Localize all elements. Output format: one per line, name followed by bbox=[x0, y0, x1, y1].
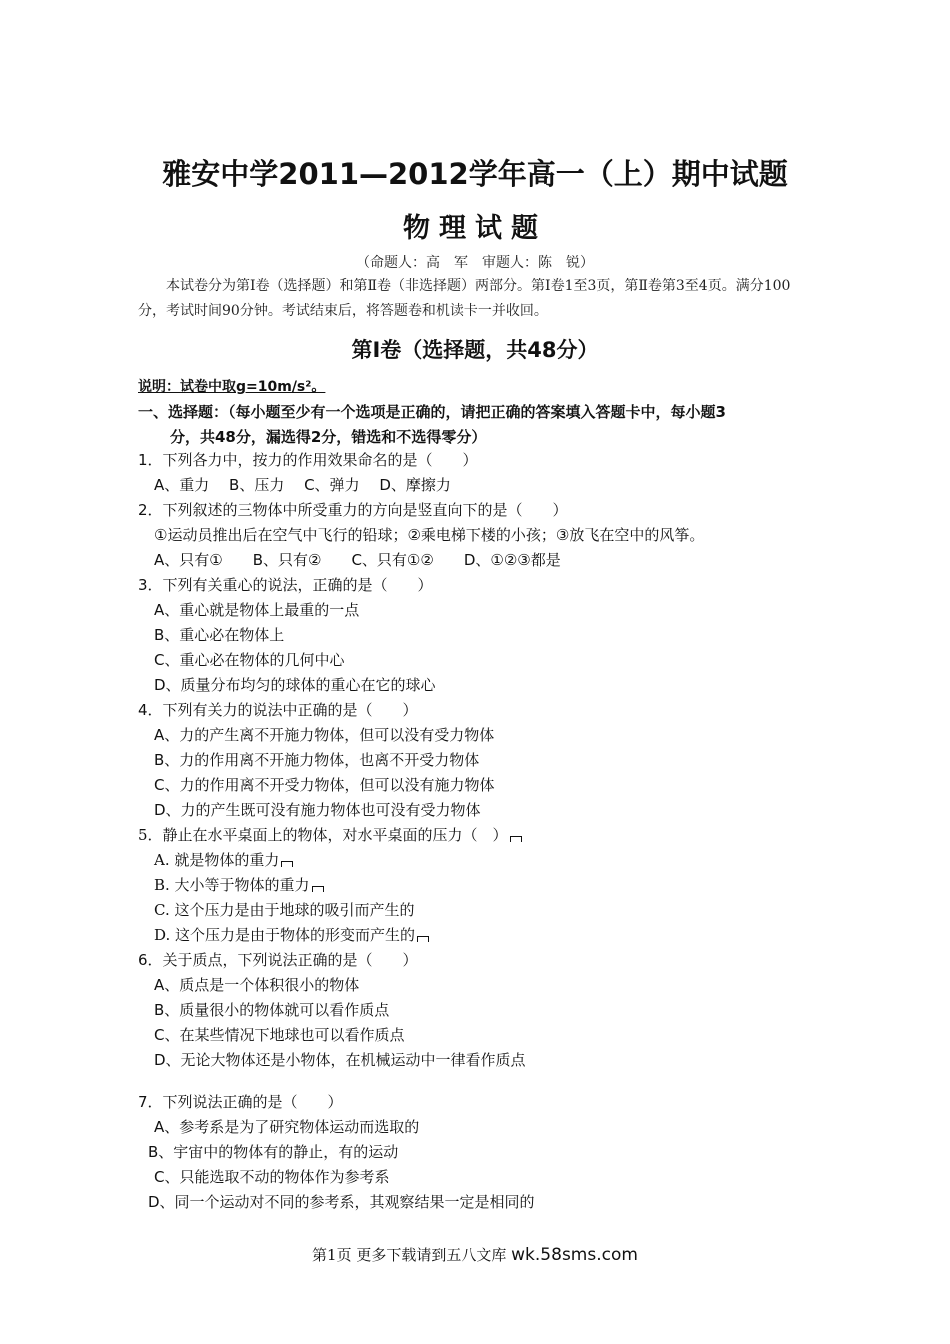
question-6-option-d: D、无论大物体还是小物体，在机械运动中一律看作质点 bbox=[154, 1051, 526, 1069]
question-7-option-b: B、宇宙中的物体有的静止，有的运动 bbox=[148, 1143, 399, 1161]
question-4-option-c: C、力的作用离不开受力物体，但可以没有施力物体 bbox=[154, 776, 495, 794]
question-3-option-d: D、质量分布均匀的球体的重心在它的球心 bbox=[154, 676, 436, 694]
question-7-option-a: A、参考系是为了研究物体运动而选取的 bbox=[154, 1118, 420, 1136]
question-3-option-b: B、重心必在物体上 bbox=[154, 626, 285, 644]
question-5-option-b: B. 大小等于物体的重力 bbox=[154, 876, 310, 894]
question-7-option-d: D、同一个运动对不同的参考系，其观察结果一定是相同的 bbox=[148, 1193, 535, 1211]
question-2-options: A、只有① B、只有② C、只有①② D、①②③都是 bbox=[154, 551, 561, 569]
questions-list bbox=[138, 448, 838, 1215]
question-5-option-c: C. 这个压力是由于地球的吸引而产生的 bbox=[154, 901, 415, 919]
footer-text: 第1页 更多下载请到五八文库 bbox=[312, 1246, 507, 1264]
question-5-row-a bbox=[138, 848, 838, 873]
edit-mark-icon bbox=[510, 836, 522, 842]
question-5-row bbox=[138, 823, 838, 848]
section-heading-line1: 一、选择题：（每小题至少有一个选项是正确的，请把正确的答案填入答题卡中，每小题3 bbox=[138, 403, 726, 421]
edit-mark-icon bbox=[281, 861, 293, 867]
question-4-stem: 4．下列有关力的说法中正确的是（ ） bbox=[138, 701, 418, 719]
exam-subtitle: 物理试题 bbox=[403, 213, 547, 244]
intro-paragraph: 本试卷分为第Ⅰ卷（选择题）和第Ⅱ卷（非选择题）两部分。第Ⅰ卷1至3页，第Ⅱ卷第3至4页。满分100分，考试时间90分钟。考试结束后，将答题卷和机读卡一并收回。 bbox=[138, 278, 791, 319]
question-5-option-d: D. 这个压力是由于物体的形变而产生的 bbox=[154, 926, 416, 944]
question-5-stem: 5．静止在水平桌面上的物体，对水平桌面的压力（ ） bbox=[138, 826, 508, 844]
exam-title: 雅安中学2011—2012学年高一（上）期中试题 bbox=[162, 157, 788, 191]
footer-site-link[interactable]: wk.58sms.com bbox=[511, 1245, 638, 1265]
question-4-option-a: A、力的产生离不开施力物体，但可以没有受力物体 bbox=[154, 726, 495, 744]
question-2-extra: ①运动员推出后在空气中飞行的铅球；②乘电梯下楼的小孩；③放飞在空中的风筝。 bbox=[154, 526, 705, 544]
section-heading bbox=[138, 400, 828, 450]
page-footer bbox=[0, 1244, 950, 1265]
edit-mark-icon bbox=[417, 936, 429, 942]
question-6-option-a: A、质点是一个体积很小的物体 bbox=[154, 976, 360, 994]
question-1-options: A、重力 B、压力 C、弹力 D、摩擦力 bbox=[154, 476, 451, 494]
question-6-stem: 6．关于质点，下列说法正确的是（ ） bbox=[138, 951, 418, 969]
question-7-option-c: C、只能选取不动的物体作为参考系 bbox=[154, 1168, 390, 1186]
question-4-option-b: B、力的作用离不开施力物体，也离不开受力物体 bbox=[154, 751, 480, 769]
question-6-option-b: B、质量很小的物体就可以看作质点 bbox=[154, 1001, 390, 1019]
question-4-option-d: D、力的产生既可没有施力物体也可没有受力物体 bbox=[154, 801, 481, 819]
authors-line: （命题人：高 军 审题人：陈 锐） bbox=[356, 255, 594, 271]
question-5-option-a: A. 就是物体的重力 bbox=[154, 851, 280, 869]
part1-title: 第Ⅰ卷（选择题，共48分） bbox=[351, 338, 599, 362]
question-2-stem: 2．下列叙述的三物体中所受重力的方向是竖直向下的是（ ） bbox=[138, 501, 568, 519]
question-6-option-c: C、在某些情况下地球也可以看作质点 bbox=[154, 1026, 405, 1044]
spacer bbox=[138, 1073, 838, 1090]
question-3-option-a: A、重心就是物体上最重的一点 bbox=[154, 601, 360, 619]
question-3-stem: 3．下列有关重心的说法，正确的是（ ） bbox=[138, 576, 433, 594]
question-7-stem: 7．下列说法正确的是（ ） bbox=[138, 1093, 343, 1111]
question-3-option-c: C、重心必在物体的几何中心 bbox=[154, 651, 345, 669]
edit-mark-icon bbox=[312, 886, 324, 892]
question-5-row-b bbox=[138, 873, 838, 898]
question-1-stem: 1．下列各力中，按力的作用效果命名的是（ ） bbox=[138, 451, 478, 469]
note-line: 说明：试卷中取g=10m/s²。 bbox=[138, 379, 326, 395]
question-5-row-d bbox=[138, 923, 838, 948]
section-heading-line2: 分，共48分，漏选得2分，错选和不选得零分） bbox=[170, 428, 487, 446]
